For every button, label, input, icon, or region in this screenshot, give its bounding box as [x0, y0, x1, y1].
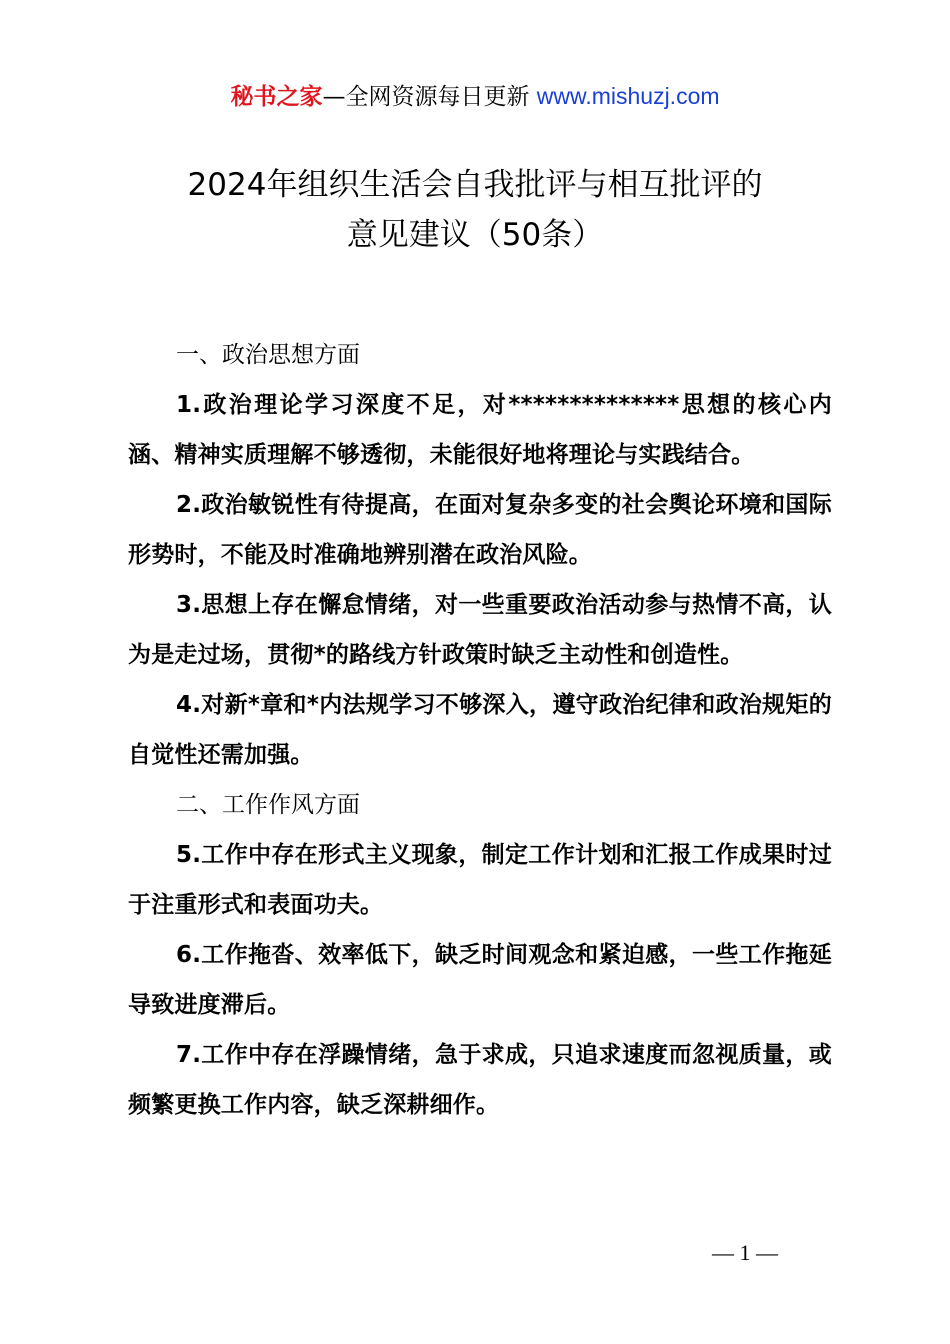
document-body: [128, 330, 832, 1130]
list-item: 2.政治敏锐性有待提高，在面对复杂多变的社会舆论环境和国际形势时，不能及时准确地辨别潜在政治风险。: [128, 492, 832, 568]
list-item: 6.工作拖沓、效率低下，缺乏时间观念和紧迫感，一些工作拖延导致进度滞后。: [128, 942, 832, 1018]
section-heading-politics: 一、政治思想方面: [176, 342, 360, 368]
list-item: 1.政治理论学习深度不足，对**************思想的核心内涵、精神实质理解不够透彻，未能很好地将理论与实践结合。: [128, 392, 832, 468]
site-url-link[interactable]: www.mishuzj.com: [536, 83, 720, 109]
title-line-2: 意见建议（50条）: [346, 217, 604, 253]
list-item: 3.思想上存在懈怠情绪，对一些重要政治活动参与热情不高，认为是走过场，贯彻*的路线方针政策时缺乏主动性和创造性。: [128, 592, 832, 668]
brand-name: 秘书之家: [230, 84, 323, 110]
banner-tagline: —全网资源每日更新: [322, 84, 537, 110]
page-number: — 1 —: [712, 1240, 778, 1265]
section-heading-work-style: 二、工作作风方面: [176, 792, 360, 818]
site-banner: [0, 80, 950, 113]
list-item: 4.对新*章和*内法规学习不够深入，遵守政治纪律和政治规矩的自觉性还需加强。: [128, 692, 832, 768]
document-title: [0, 160, 950, 260]
list-item: 5.工作中存在形式主义现象，制定工作计划和汇报工作成果时过于注重形式和表面功夫。: [128, 842, 832, 918]
list-item: 7.工作中存在浮躁情绪，急于求成，只追求速度而忽视质量，或频繁更换工作内容，缺乏深耕细作。: [128, 1042, 832, 1118]
title-line-1: 2024年组织生活会自我批评与相互批评的: [187, 167, 763, 203]
